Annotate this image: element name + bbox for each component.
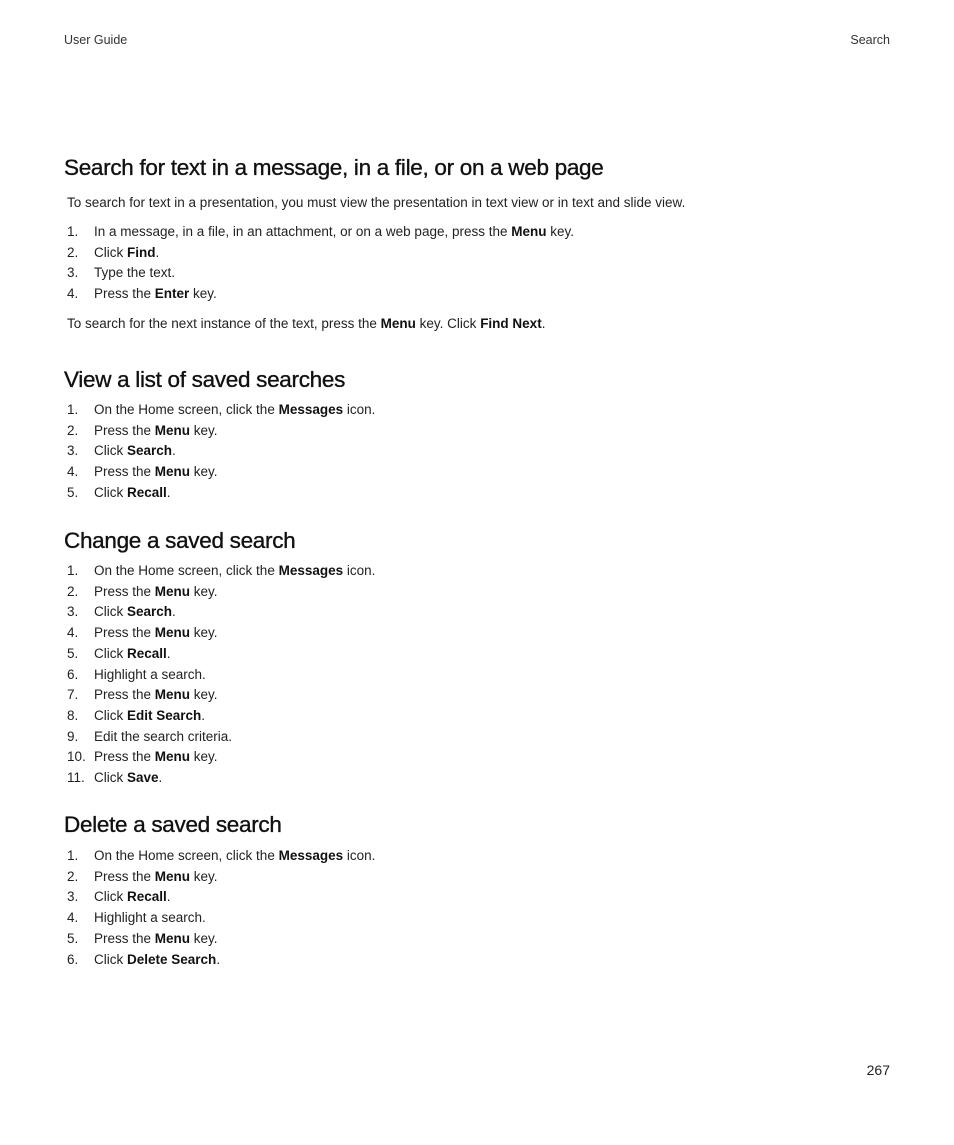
list-item: 3. Type the text. xyxy=(64,263,890,284)
steps-list xyxy=(64,846,890,970)
list-item: 11. Click Save. xyxy=(64,768,890,789)
intro-paragraph: To search for text in a presentation, you must view the presentation in text view or in text and slide view. xyxy=(67,195,686,210)
step-number: 6. xyxy=(67,951,79,967)
step-number: 3. xyxy=(67,265,79,281)
step-number: 2. xyxy=(67,868,79,884)
step-number: 1. xyxy=(67,224,79,239)
step-number: 3. xyxy=(67,443,79,459)
step-number: 6. xyxy=(67,666,79,682)
step-number: 4. xyxy=(67,464,79,480)
page-number: 267 xyxy=(866,1062,890,1078)
list-item: 2. Press the Menu key. xyxy=(64,867,890,888)
list-item: 3. Click Recall. xyxy=(64,887,890,908)
step-number: 4. xyxy=(67,286,79,302)
list-item: 6. Click Delete Search. xyxy=(64,950,890,971)
step-number: 7. xyxy=(67,687,79,703)
list-item: 10. Press the Menu key. xyxy=(64,747,890,768)
list-item: 3. Click Search. xyxy=(64,441,890,462)
step-number: 2. xyxy=(67,244,79,260)
steps-list xyxy=(64,561,890,789)
step-number: 5. xyxy=(67,930,79,946)
list-item: 4. Press the Enter key. xyxy=(64,284,890,305)
section-heading: Delete a saved search xyxy=(64,812,282,837)
step-number: 5. xyxy=(67,645,79,661)
list-item: 5. Press the Menu key. xyxy=(64,929,890,950)
section-change-saved-search xyxy=(64,527,890,789)
note-paragraph: To search for the next instance of the text, press the Menu key. Click Find Next. xyxy=(67,315,546,331)
step-number: 4. xyxy=(67,910,79,926)
list-item: 8. Click Edit Search. xyxy=(64,706,890,727)
list-item: 4. Press the Menu key. xyxy=(64,623,890,644)
list-item: 1. On the Home screen, click the Messages icon. xyxy=(64,561,890,582)
list-item: 9. Edit the search criteria. xyxy=(64,727,890,748)
list-item: 2. Press the Menu key. xyxy=(64,582,890,603)
step-number: 2. xyxy=(67,583,79,599)
list-item: 1. On the Home screen, click the Messages icon. xyxy=(64,846,890,867)
steps-list xyxy=(64,400,890,504)
step-number: 4. xyxy=(67,625,79,641)
step-number: 3. xyxy=(67,889,79,905)
step-number: 11. xyxy=(67,770,85,786)
step-number: 3. xyxy=(67,604,79,620)
list-item: 5. Click Recall. xyxy=(64,644,890,665)
section-heading: Search for text in a message, in a file, or on a web page xyxy=(64,155,604,180)
list-item: 3. Click Search. xyxy=(64,602,890,623)
header-section-title: Search xyxy=(850,33,890,47)
list-item: 4. Highlight a search. xyxy=(64,908,890,929)
list-item: 7. Press the Menu key. xyxy=(64,685,890,706)
list-item: 2. Click Find. xyxy=(64,243,890,264)
list-item: 1. In a message, in a file, in an attachment, or on a web page, press the Menu key. xyxy=(64,222,890,243)
section-heading: View a list of saved searches xyxy=(64,367,346,392)
list-item: 6. Highlight a search. xyxy=(64,665,890,686)
step-number: 1. xyxy=(67,848,79,863)
section-delete-saved-search xyxy=(64,811,890,970)
section-heading: Change a saved search xyxy=(64,528,296,553)
step-number: 2. xyxy=(67,422,79,438)
step-number: 10. xyxy=(67,749,86,765)
step-number: 9. xyxy=(67,728,79,744)
header-doc-title: User Guide xyxy=(64,33,128,47)
steps-list xyxy=(64,222,890,305)
list-item: 1. On the Home screen, click the Messages icon. xyxy=(64,400,890,421)
step-number: 8. xyxy=(67,707,79,723)
list-item: 4. Press the Menu key. xyxy=(64,462,890,483)
step-number: 5. xyxy=(67,484,79,500)
step-number: 1. xyxy=(67,402,79,417)
list-item: 2. Press the Menu key. xyxy=(64,421,890,442)
section-search-for-text xyxy=(64,154,890,334)
section-view-saved-searches xyxy=(64,366,890,504)
step-number: 1. xyxy=(67,563,79,578)
page-header xyxy=(64,33,890,49)
list-item: 5. Click Recall. xyxy=(64,483,890,504)
